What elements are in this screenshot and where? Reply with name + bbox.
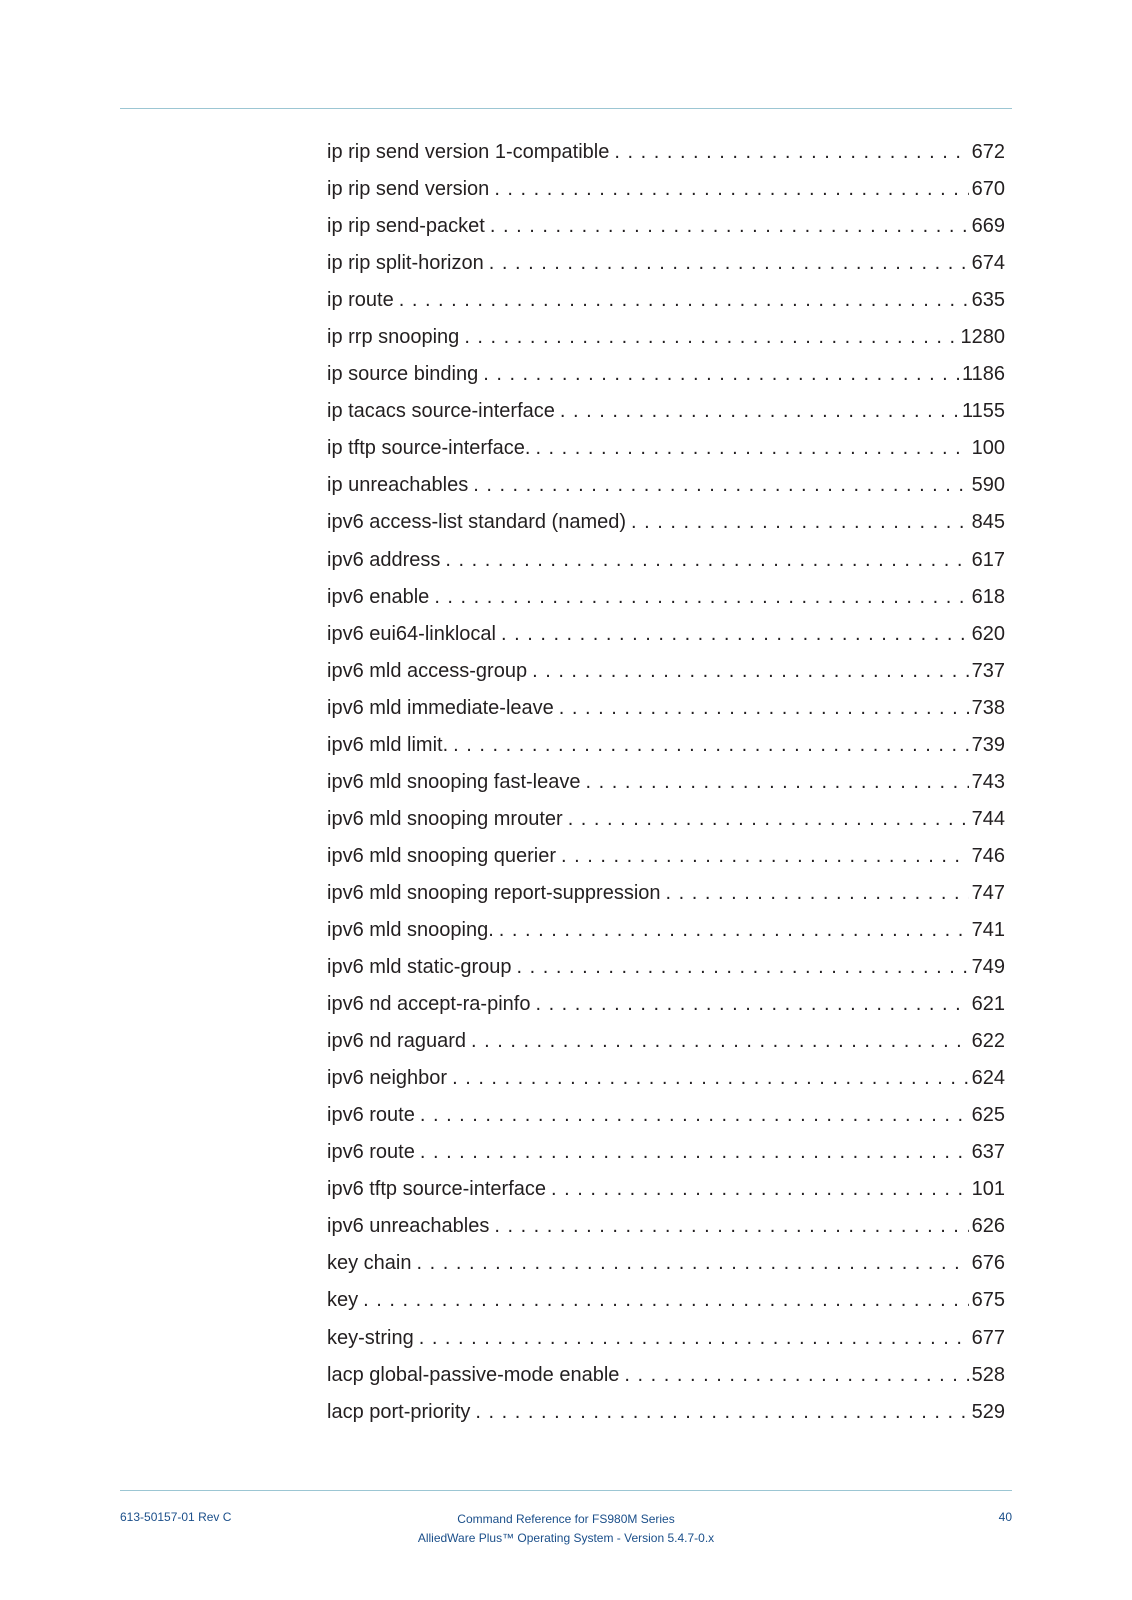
dot-leader (535, 986, 968, 1023)
index-entry-label: ipv6 enable (327, 585, 430, 608)
dot-leader (417, 1245, 969, 1282)
dot-leader (464, 319, 957, 356)
index-entry-page-number[interactable]: 749 (971, 956, 1005, 979)
index-entry-page-number[interactable]: 626 (971, 1215, 1005, 1238)
index-entry-page-number[interactable]: 101 (971, 1178, 1005, 1201)
index-entry-label: ipv6 unreachables (327, 1215, 490, 1238)
index-entry-label: ipv6 nd accept-ra-pinfo (327, 993, 531, 1016)
index-entry-page-number[interactable]: 1155 (961, 400, 1005, 423)
index-entry[interactable] (327, 1171, 1005, 1208)
index-entry-page-number[interactable]: 617 (971, 548, 1005, 571)
dot-leader (517, 949, 969, 986)
index-entry-label: lacp port-priority (327, 1400, 471, 1423)
index-entry[interactable] (327, 393, 1005, 430)
index-entry[interactable] (327, 875, 1005, 912)
index-list (327, 134, 1005, 1431)
index-entry[interactable] (327, 727, 1005, 764)
dot-leader (434, 579, 968, 616)
dot-leader (624, 1357, 968, 1394)
dot-leader (560, 393, 959, 430)
index-entry-page-number[interactable]: 670 (971, 178, 1005, 201)
index-entry-label: ip rrp snooping (327, 326, 460, 349)
index-entry-page-number[interactable]: 737 (971, 659, 1005, 682)
index-entry[interactable] (327, 467, 1005, 504)
index-entry[interactable] (327, 912, 1005, 949)
index-entry-label: ip unreachables (327, 474, 469, 497)
document-title-line-2: AlliedWare Plus™ Operating System - Version 5.4.7-0.x (417, 1531, 715, 1545)
index-entry-page-number[interactable]: 590 (971, 474, 1005, 497)
index-entry[interactable] (327, 653, 1005, 690)
dot-leader (614, 134, 968, 171)
index-entry-page-number[interactable]: 744 (971, 807, 1005, 830)
index-entry-label: ip tacacs source-interface (327, 400, 555, 423)
index-entry-page-number[interactable]: 676 (971, 1252, 1005, 1275)
index-entry-label: ipv6 mld immediate-leave (327, 696, 554, 719)
index-entry[interactable] (327, 1097, 1005, 1134)
index-entry-page-number[interactable]: 624 (971, 1067, 1005, 1090)
index-entry[interactable] (327, 208, 1005, 245)
dot-leader (585, 764, 968, 801)
dot-leader (561, 838, 969, 875)
index-entry-label: ipv6 mld snooping report-suppression (327, 881, 661, 904)
index-entry[interactable] (327, 1394, 1005, 1431)
index-entry-label: ipv6 address (327, 548, 441, 571)
footer-rule (120, 1490, 1012, 1491)
index-entry-page-number[interactable]: 618 (971, 585, 1005, 608)
dot-leader (490, 208, 969, 245)
index-entry[interactable] (327, 986, 1005, 1023)
dot-leader (363, 1282, 969, 1319)
document-number: 613-50157-01 Rev C (120, 1510, 232, 1524)
index-entry-page-number[interactable]: 747 (971, 881, 1005, 904)
index-entry[interactable] (327, 430, 1005, 467)
index-entry[interactable] (327, 838, 1005, 875)
dot-leader (631, 504, 969, 541)
index-entry[interactable] (327, 1060, 1005, 1097)
index-entry-label: ipv6 mld access-group (327, 659, 528, 682)
dot-leader (399, 282, 969, 319)
index-entry-page-number[interactable]: 739 (971, 733, 1005, 756)
index-entry-page-number[interactable]: 528 (971, 1363, 1005, 1386)
index-entry[interactable] (327, 504, 1005, 541)
dot-leader (473, 467, 968, 504)
index-entry-label: key-string (327, 1326, 414, 1349)
index-entry-page-number[interactable]: 674 (971, 252, 1005, 275)
index-entry-label: ip rip send version 1-compatible (327, 141, 610, 163)
index-entry-label: ip rip send-packet (327, 215, 485, 238)
dot-leader (568, 801, 969, 838)
dot-leader (475, 1394, 968, 1431)
index-entry-label: ipv6 access-list standard (named) (327, 511, 627, 534)
page-number: 40 (998, 1510, 1012, 1524)
index-entry[interactable] (327, 579, 1005, 616)
index-entry-page-number[interactable]: 672 (971, 141, 1005, 163)
index-entry-label: ip tftp source-interface. (327, 437, 531, 460)
dot-leader (532, 653, 969, 690)
index-entry[interactable] (327, 356, 1005, 393)
index-entry-page-number[interactable]: 100 (971, 437, 1005, 460)
index-entry[interactable] (327, 171, 1005, 208)
dot-leader (445, 542, 968, 579)
index-entry-label: ipv6 eui64-linklocal (327, 622, 496, 645)
dot-leader (489, 245, 969, 282)
index-entry[interactable] (327, 542, 1005, 579)
index-entry-label: key chain (327, 1252, 412, 1275)
index-entry-page-number[interactable]: 746 (971, 844, 1005, 867)
index-entry[interactable] (327, 319, 1005, 356)
index-entry-page-number[interactable]: 637 (971, 1141, 1005, 1164)
dot-leader (420, 1134, 969, 1171)
index-entry-page-number[interactable]: 675 (971, 1289, 1005, 1312)
dot-leader (666, 875, 969, 912)
index-entry-label: lacp global-passive-mode enable (327, 1363, 620, 1386)
index-entry-page-number[interactable]: 743 (971, 770, 1005, 793)
index-entry[interactable] (327, 764, 1005, 801)
index-entry-page-number[interactable]: 741 (971, 918, 1005, 941)
index-entry[interactable] (327, 616, 1005, 653)
index-entry[interactable] (327, 245, 1005, 282)
index-entry-label: ipv6 tftp source-interface (327, 1178, 546, 1201)
index-entry-page-number[interactable]: 529 (971, 1400, 1005, 1423)
index-entry[interactable] (327, 1208, 1005, 1245)
dot-leader (471, 1023, 969, 1060)
document-title-line-1: Command Reference for FS980M Series (457, 1512, 675, 1526)
index-entry-label: ip rip split-horizon (327, 252, 484, 275)
dot-leader (494, 1208, 968, 1245)
index-entry[interactable] (327, 1134, 1005, 1171)
index-entry-label: key (327, 1289, 359, 1312)
dot-leader (499, 912, 969, 949)
index-entry-page-number[interactable]: 635 (971, 289, 1005, 312)
index-entry-label: ipv6 mld snooping querier (327, 844, 557, 867)
index-entry-label: ipv6 mld snooping mrouter (327, 807, 563, 830)
dot-leader (452, 1060, 969, 1097)
index-entry-label: ipv6 mld snooping fast-leave (327, 770, 581, 793)
index-entry[interactable] (327, 134, 1005, 171)
index-entry-page-number[interactable]: 621 (971, 993, 1005, 1016)
page-footer (120, 1510, 1012, 1560)
index-entry-page-number[interactable]: 738 (971, 696, 1005, 719)
index-entry-label: ipv6 mld limit. (327, 733, 449, 756)
dot-leader (551, 1171, 969, 1208)
dot-leader (501, 616, 969, 653)
index-entry-label: ipv6 route (327, 1104, 415, 1127)
index-entry-page-number[interactable]: 1186 (961, 363, 1005, 386)
index-entry-page-number[interactable]: 677 (971, 1326, 1005, 1349)
dot-leader (483, 356, 959, 393)
index-entry-label: ipv6 mld snooping. (327, 918, 494, 941)
header-rule (120, 108, 1012, 109)
index-entry-label: ipv6 neighbor (327, 1067, 448, 1090)
index-entry-page-number[interactable]: 845 (971, 511, 1005, 534)
index-entry[interactable] (327, 801, 1005, 838)
index-entry-page-number[interactable]: 622 (971, 1030, 1005, 1053)
index-entry-page-number[interactable]: 625 (971, 1104, 1005, 1127)
index-entry-page-number[interactable]: 1280 (960, 326, 1005, 349)
document-title (120, 1510, 1012, 1548)
index-entry-page-number[interactable]: 669 (971, 215, 1005, 238)
dot-leader (453, 727, 968, 764)
index-entry-page-number[interactable]: 620 (971, 622, 1005, 645)
index-entry[interactable] (327, 949, 1005, 986)
index-entry-label: ip source binding (327, 363, 479, 386)
index-entry-label: ipv6 nd raguard (327, 1030, 466, 1053)
index-entry[interactable] (327, 282, 1005, 319)
index-entry[interactable] (327, 1320, 1005, 1357)
dot-leader (494, 171, 968, 208)
index-entry-label: ip rip send version (327, 178, 490, 201)
index-entry-label: ipv6 route (327, 1141, 415, 1164)
dot-leader (419, 1320, 969, 1357)
dot-leader (559, 690, 969, 727)
index-entry[interactable] (327, 1282, 1005, 1319)
index-entry[interactable] (327, 1023, 1005, 1060)
index-entry[interactable] (327, 1357, 1005, 1394)
dot-leader (420, 1097, 969, 1134)
index-entry[interactable] (327, 690, 1005, 727)
dot-leader (535, 430, 968, 467)
index-entry-label: ipv6 mld static-group (327, 956, 512, 979)
index-entry-label: ip route (327, 289, 394, 312)
index-entry[interactable] (327, 1245, 1005, 1282)
